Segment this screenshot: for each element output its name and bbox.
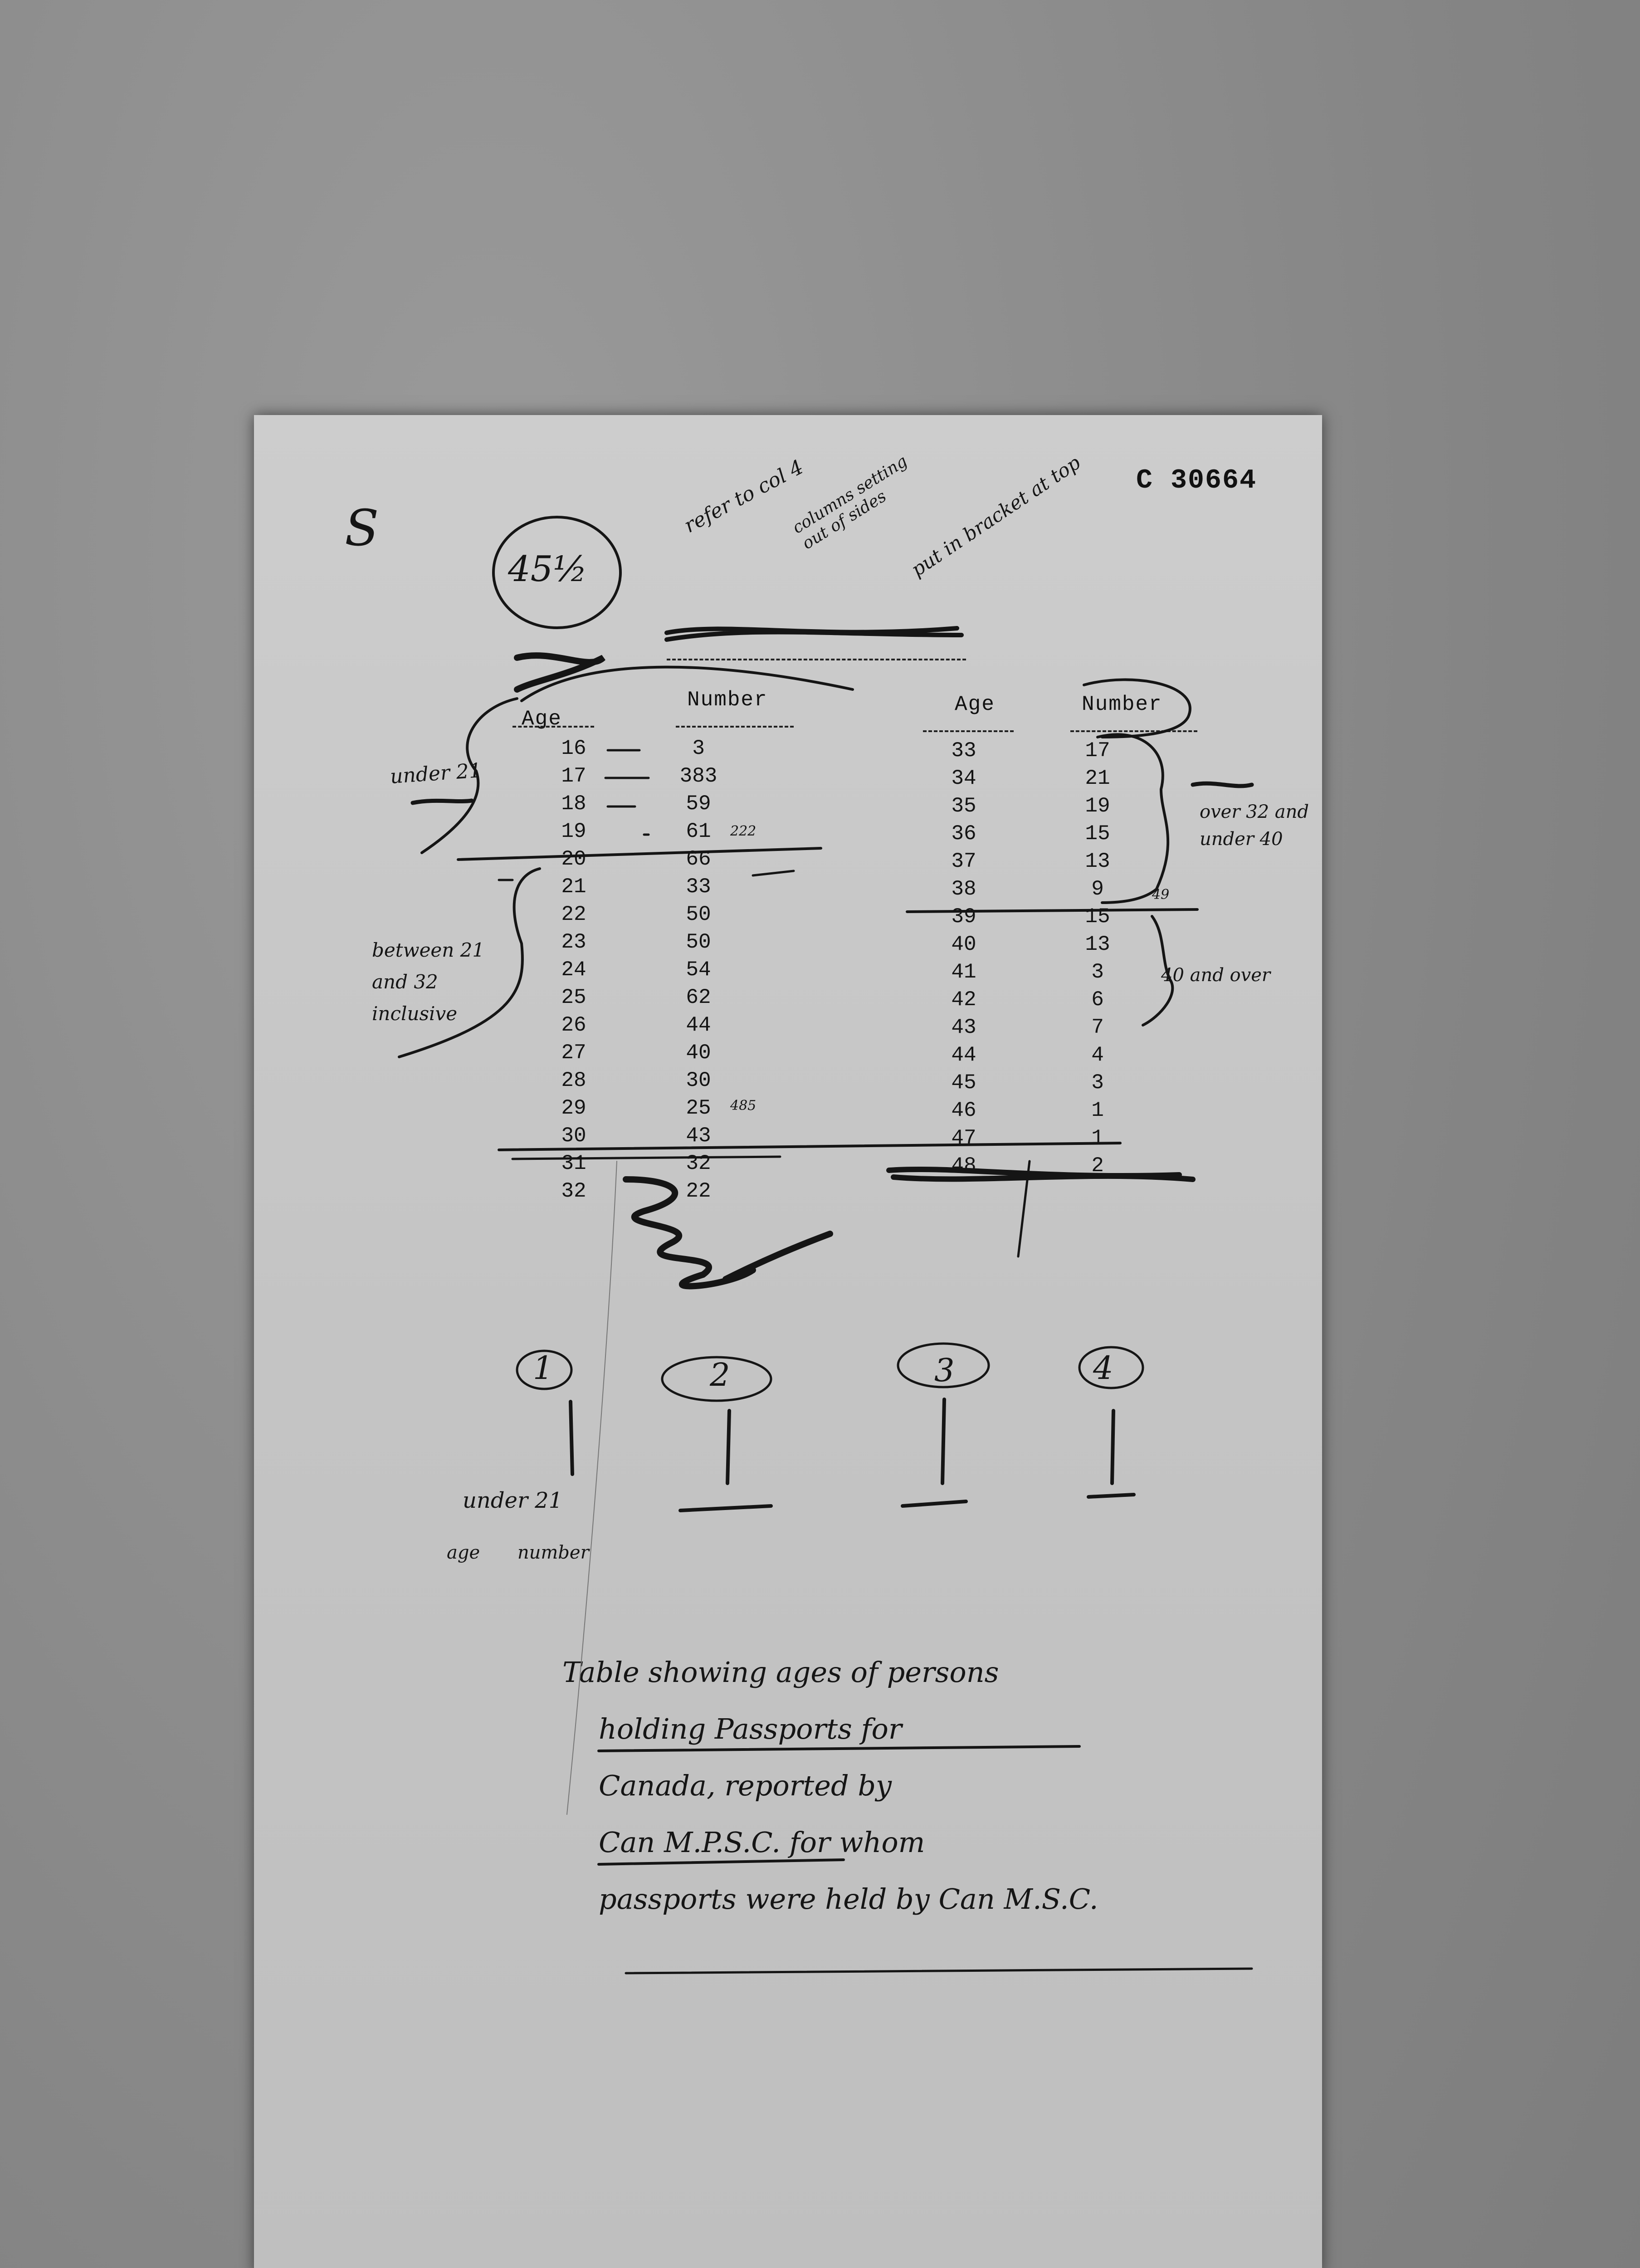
right-age-column [930, 737, 998, 1180]
right-age-cell: 42 [951, 988, 976, 1012]
right-number-cell: 4 [1091, 1043, 1104, 1067]
column-number-3: 3 [934, 1352, 955, 1389]
note-bracket: put in bracket at top [907, 451, 1084, 581]
subtotal-485: 485 [730, 1098, 757, 1114]
right-number-cell: 7 [1091, 1016, 1104, 1039]
left-number-cell: 62 [686, 986, 711, 1009]
right-age-cell: 38 [951, 877, 976, 901]
left-age-cell: 22 [561, 903, 586, 926]
right-age-underline [923, 730, 1014, 732]
top-struck-dashes [667, 659, 966, 660]
left-number-cell: 40 [686, 1041, 711, 1065]
left-number-cell: 33 [686, 875, 711, 899]
left-age-column [540, 735, 608, 1205]
right-number-column [1064, 737, 1132, 1180]
left-number-cell: 22 [686, 1179, 711, 1203]
left-age-cell: 32 [561, 1179, 586, 1203]
left-number-column [664, 735, 732, 1205]
left-age-cell: 18 [561, 792, 586, 816]
label-40-and-over: 40 and over [1161, 965, 1271, 986]
right-number-cell: 15 [1085, 905, 1110, 929]
left-number-cell: 44 [686, 1013, 711, 1037]
label-between: between 21 and 32 inclusive [372, 939, 485, 1025]
subtotal-49: 49 [1152, 887, 1170, 903]
right-age-cell: 47 [951, 1126, 976, 1150]
left-age-cell: 28 [561, 1069, 586, 1092]
right-age-cell: 46 [951, 1099, 976, 1122]
circled-number: 45½ [508, 549, 587, 590]
left-number-header: Number [687, 688, 768, 712]
left-number-cell: 25 [686, 1096, 711, 1120]
right-age-cell: 36 [951, 822, 976, 846]
label-over-32: over 32 and under 40 [1200, 802, 1309, 850]
subtotal-222: 222 [730, 823, 757, 839]
note-columns: columns setting out of sides [789, 452, 911, 553]
right-age-cell: 45 [951, 1071, 976, 1095]
right-age-header: Age [955, 693, 995, 716]
right-number-cell: 17 [1085, 739, 1110, 763]
right-number-cell: 13 [1085, 850, 1110, 873]
col1-label-age-number: age number [447, 1542, 589, 1563]
left-number-cell: 32 [686, 1152, 711, 1175]
right-number-header: Number [1082, 693, 1162, 716]
caption-line: passports were held by Can M.S.C. [599, 1882, 1098, 1916]
left-number-cell: 54 [686, 958, 711, 982]
left-age-cell: 30 [561, 1124, 586, 1148]
right-number-cell: 6 [1091, 988, 1104, 1012]
left-age-cell: 17 [561, 764, 586, 788]
right-age-cell: 43 [951, 1016, 976, 1039]
right-number-underline [1070, 730, 1197, 732]
right-number-cell: 1 [1091, 1126, 1104, 1150]
left-number-cell: 30 [686, 1069, 711, 1092]
left-age-underline [512, 726, 594, 728]
right-number-cell: 13 [1085, 933, 1110, 956]
right-number-cell: 1 [1091, 1099, 1104, 1122]
left-age-cell: 31 [561, 1152, 586, 1175]
left-age-cell: 20 [561, 847, 586, 871]
right-age-cell: 33 [951, 739, 976, 763]
caption-line: Table showing ages of persons [562, 1656, 999, 1689]
right-number-cell: 2 [1091, 1154, 1104, 1178]
left-age-cell: 29 [561, 1096, 586, 1120]
left-number-cell: 50 [686, 903, 711, 926]
col1-label-under21: under 21 [463, 1488, 563, 1513]
left-age-cell: 19 [561, 820, 586, 843]
right-number-cell: 19 [1085, 794, 1110, 818]
left-age-cell: 27 [561, 1041, 586, 1065]
left-number-cell: 3 [692, 737, 705, 760]
column-number-2: 2 [710, 1356, 730, 1393]
label-under-21: under 21 [389, 759, 483, 788]
left-age-cell: 21 [561, 875, 586, 899]
left-age-cell: 26 [561, 1013, 586, 1037]
document-number: C 30664 [1136, 465, 1257, 496]
left-number-cell: 50 [686, 930, 711, 954]
left-number-underline [676, 726, 794, 728]
right-age-cell: 48 [951, 1154, 976, 1178]
left-number-cell: 66 [686, 847, 711, 871]
right-age-cell: 40 [951, 933, 976, 956]
left-age-header: Age [522, 707, 562, 731]
right-age-cell: 44 [951, 1043, 976, 1067]
right-number-cell: 9 [1091, 877, 1104, 901]
note-refer-col4: refer to col 4 [680, 455, 807, 538]
left-age-cell: 16 [561, 737, 586, 760]
folio-mark: S [345, 499, 379, 557]
left-number-cell: 59 [686, 792, 711, 816]
right-number-cell: 15 [1085, 822, 1110, 846]
right-number-cell: 3 [1091, 960, 1104, 984]
right-age-cell: 39 [951, 905, 976, 929]
left-age-cell: 24 [561, 958, 586, 982]
left-number-cell: 61 [686, 820, 711, 843]
right-age-cell: 35 [951, 794, 976, 818]
right-age-cell: 41 [951, 960, 976, 984]
column-number-4: 4 [1093, 1349, 1113, 1387]
left-age-cell: 25 [561, 986, 586, 1009]
right-number-cell: 21 [1085, 767, 1110, 790]
right-number-cell: 3 [1091, 1071, 1104, 1095]
column-number-1: 1 [533, 1349, 553, 1387]
caption-line: Can M.P.S.C. for whom [599, 1826, 925, 1859]
left-number-cell: 43 [686, 1124, 711, 1148]
caption-line: Canada, reported by [599, 1769, 892, 1802]
left-age-cell: 23 [561, 930, 586, 954]
caption-line: holding Passports for [599, 1712, 902, 1745]
left-number-cell: 383 [679, 764, 718, 788]
right-age-cell: 34 [951, 767, 976, 790]
right-age-cell: 37 [951, 850, 976, 873]
